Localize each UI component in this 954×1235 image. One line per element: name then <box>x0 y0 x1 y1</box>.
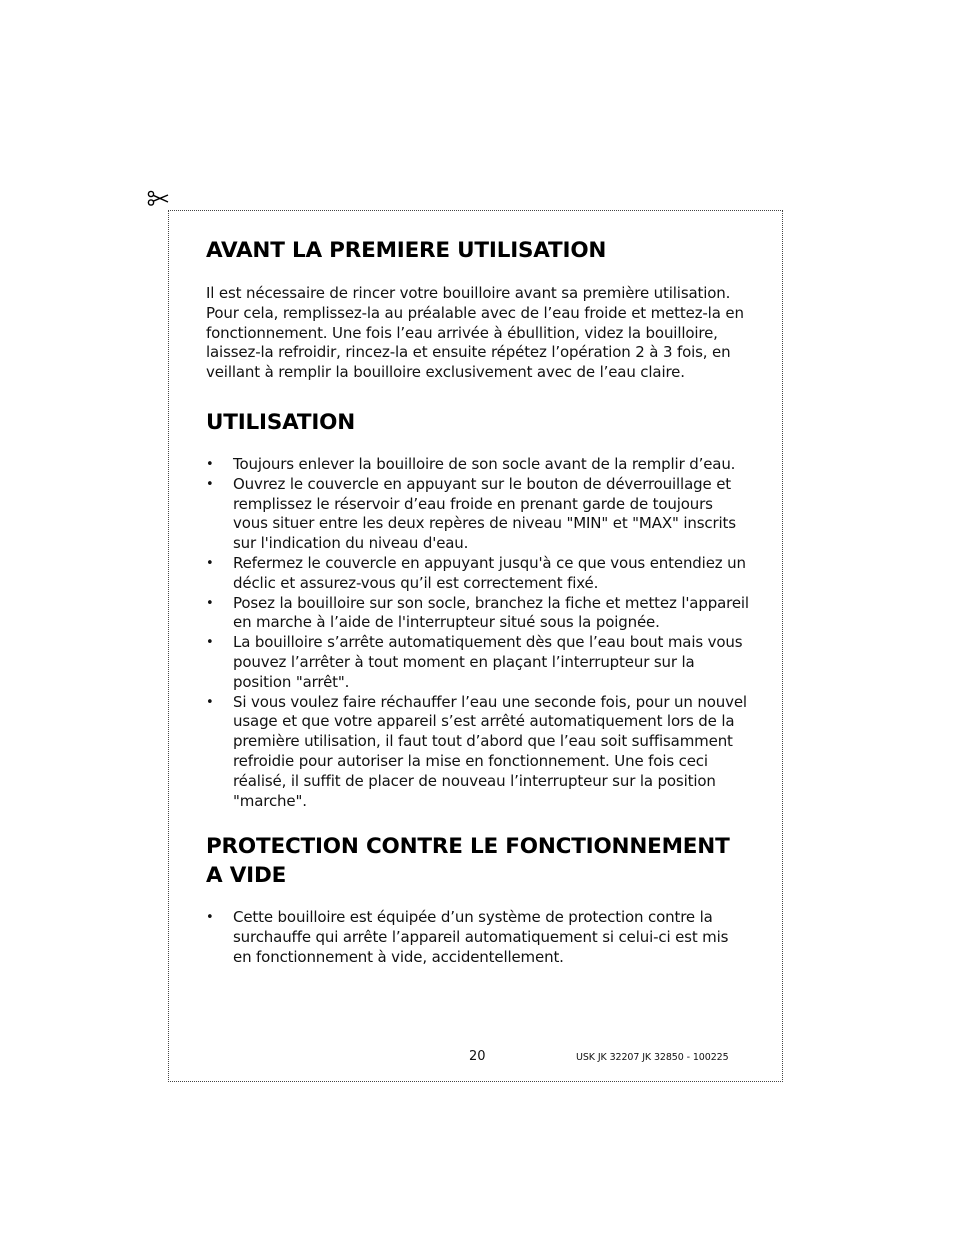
bullet-icon: • <box>206 456 214 472</box>
list-item: • Toujours enlever la bouilloire de son socle avant de la remplir d’eau. <box>206 454 736 473</box>
section-title-dry-protection: PROTECTION CONTRE LE FONCTIONNEMENT A VIDE <box>206 834 730 889</box>
page-number: 20 <box>469 1049 486 1064</box>
page-content <box>206 236 751 968</box>
scissors-icon <box>146 187 170 211</box>
section-title-first-use: AVANT LA PREMIERE UTILISATION <box>206 238 607 263</box>
list-item: • Refermez le couvercle en appuyant jusqu'à ce que vous entendiez un déclic et assurez-vous qu’il est correctement fixé. <box>206 553 746 592</box>
bullet-icon: • <box>206 635 214 651</box>
protection-list <box>206 908 751 967</box>
bullet-icon: • <box>206 694 214 710</box>
list-item: • Cette bouilloire est équipée d’un système de protection contre la surchauffe qui arrête l’appareil automatiquement si celui-ci est mis en fonctionnement à vide, accidentellement. <box>206 908 729 966</box>
model-reference: USK JK 32207 JK 32850 - 100225 <box>576 1052 729 1063</box>
list-item: • Ouvrez le couvercle en appuyant sur le bouton de déverrouillage et remplissez le réservoir d’eau froide en prenant garde de toujours vous situer entre les deux repères de niveau "MIN" et "MAX" inscrits sur l'indication du niveau d'eau. <box>206 474 736 553</box>
bullet-icon: • <box>206 476 214 492</box>
section-body-first-use: Il est nécessaire de rincer votre bouilloire avant sa première utilisation. Pour cela, remplissez-la au préalable avec de l’eau froide et mettez-la en fonctionnement. Une fois l’eau arrivée à ébullition, videz la bouilloire, laissez-la refroidir, rincez-la et ensuite répétez l’opération 2 à 3 fois, en veillant à remplir la bouilloire exclusivement avec de l’eau claire. <box>206 284 744 382</box>
list-item: • Si vous voulez faire réchauffer l’eau une seconde fois, pour un nouvel usage et que votre appareil s’est arrêté automatiquement lors de la première utilisation, il faut tout d’abord que l’eau soit suffisamment refroidie pour autoriser la mise en fonctionnement. Une fois ceci réalisé, il suffit de placer de nouveau l’interrupteur sur la position "marche". <box>206 692 747 810</box>
usage-list <box>206 455 751 811</box>
bullet-icon: • <box>206 595 214 611</box>
list-item: • La bouilloire s’arrête automatiquement dès que l’eau bout mais vous pouvez l’arrêter à tout moment en plaçant l’interrupteur sur la position "arrêt". <box>206 633 743 691</box>
list-item: • Posez la bouilloire sur son socle, branchez la fiche et mettez l'appareil en marche à l’aide de l'interrupteur situé sous la poignée. <box>206 593 749 632</box>
bullet-icon: • <box>206 555 214 571</box>
bullet-icon: • <box>206 910 214 926</box>
section-title-usage: UTILISATION <box>206 409 356 435</box>
